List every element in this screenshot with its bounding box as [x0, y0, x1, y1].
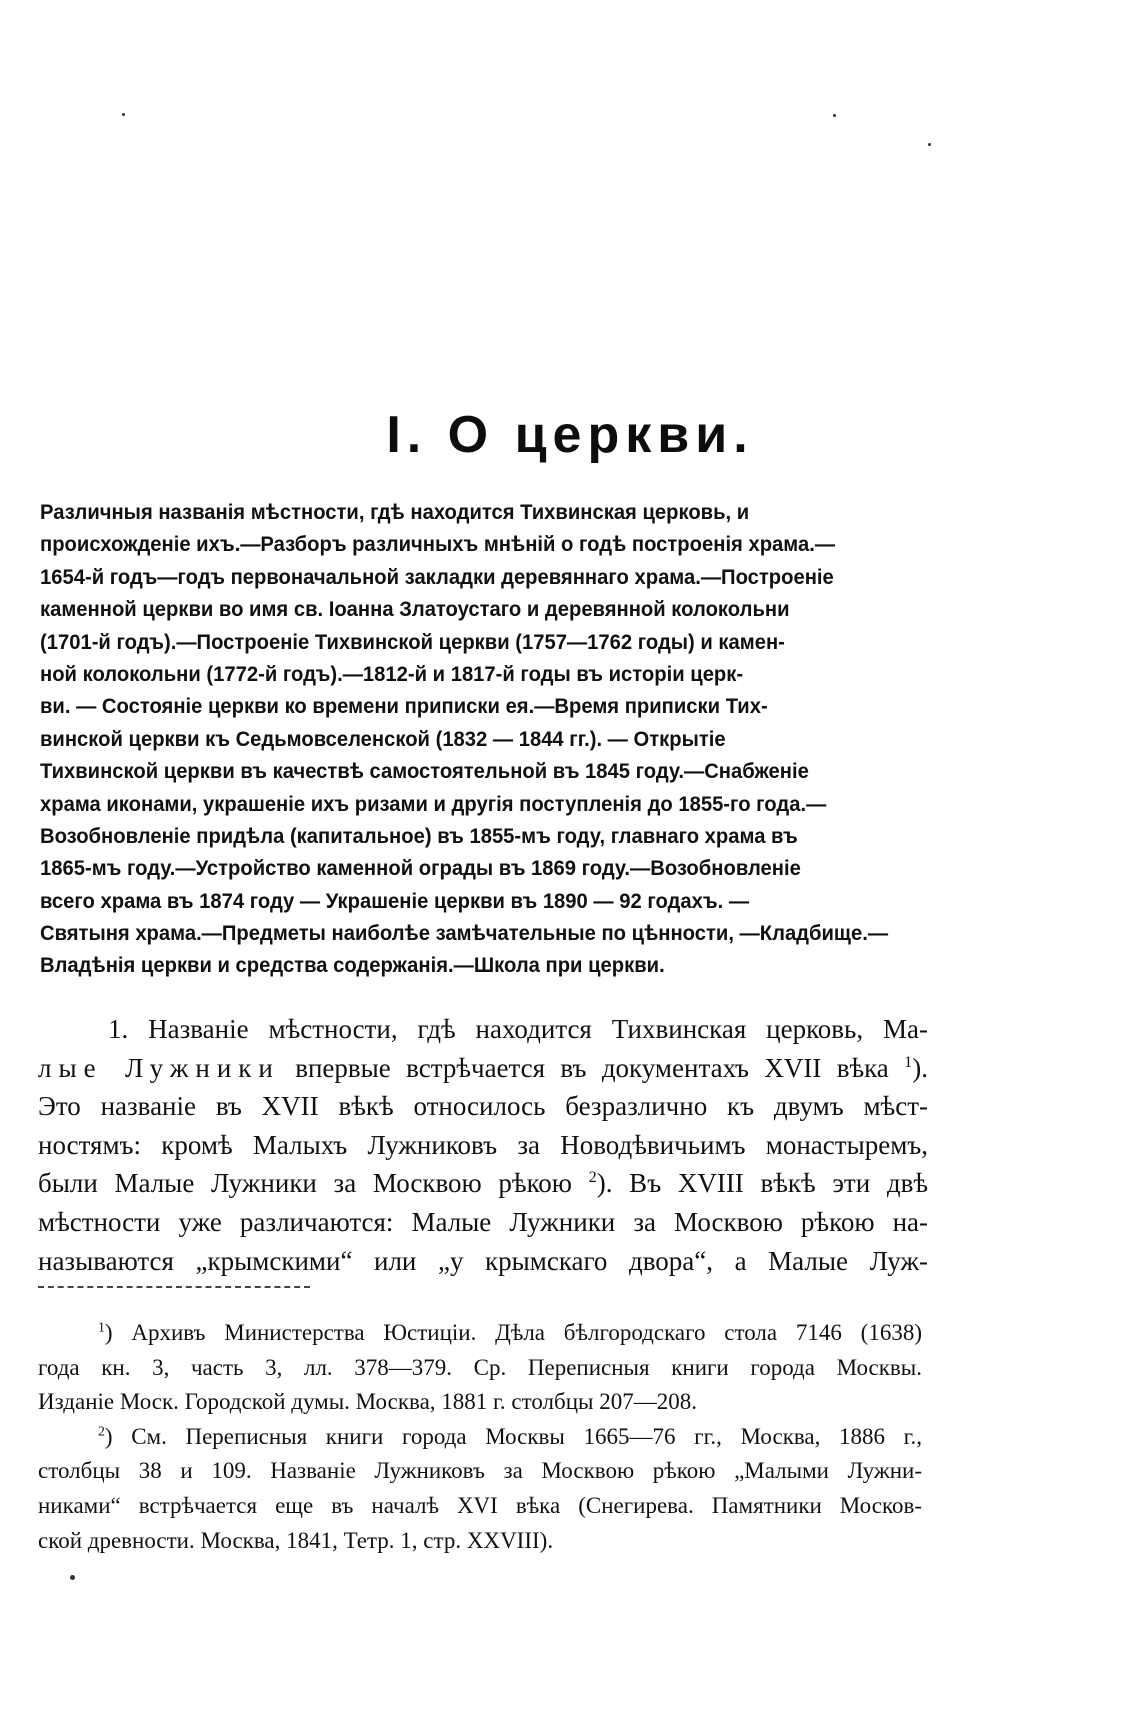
- body-paragraph: [38, 1010, 928, 1280]
- summary-line: 1865-мъ году.—Устройство каменной ограды въ 1869 году.—Возобновленіе: [40, 856, 801, 881]
- page-speck: [122, 113, 125, 116]
- footnote-line: [38, 1316, 922, 1351]
- footnote-text: ) Архивъ Министерства Юстиціи. Дѣла бѣлгородскаго стола 7146 (1638): [104, 1320, 922, 1345]
- summary-line: Владѣнія церкви и средства содержанія.—Школа при церкви.: [40, 953, 665, 978]
- footnote-ref[interactable]: 1: [904, 1052, 913, 1071]
- footnote-mark: 1: [98, 1319, 105, 1335]
- footnote-text: ) См. Переписныя книги города Москвы 1665—76 гг., Москва, 1886 г.,: [104, 1423, 922, 1449]
- summary-line: храма иконами, украшеніе ихъ ризами и другія поступленія до 1855-го года.—: [40, 791, 827, 816]
- body-line: [38, 1049, 928, 1088]
- chapter-title: I. О церкви.: [386, 406, 754, 464]
- page-speck: [833, 114, 836, 117]
- summary-line: Различныя названія мѣстности, гдѣ находится Тихвинская церковь, и: [40, 500, 750, 524]
- summary-line: каменной церкви во имя св. Іоанна Златоустаго и деревянной колокольни: [40, 597, 790, 622]
- footnote-ref[interactable]: 2: [588, 1168, 597, 1187]
- body-text-run: были Малые Лужники за Москвою рѣкою: [38, 1168, 572, 1199]
- footnote-line: столбцы 38 и 109. Названіе Лужниковъ за Москвою рѣкою „Малыми Лужни-: [38, 1458, 922, 1484]
- body-line: [38, 1164, 928, 1203]
- footnote-line: года кн. 3, часть 3, лл. 378—379. Ср. Переписныя книги города Москвы.: [38, 1354, 922, 1380]
- footnote-line: ской древности. Москва, 1841, Тетр. 1, стр. XXVIII).: [38, 1527, 554, 1553]
- summary-line: 1654-й годъ—годъ первоначальной закладки деревяннаго храма.—Построеніе: [40, 564, 834, 589]
- summary-line: Святыня храма.—Предметы наиболѣе замѣчательные по цѣнности, —Кладбище.—: [40, 921, 889, 946]
- page-speck: [928, 143, 931, 146]
- body-text-run: ).: [912, 1052, 928, 1083]
- body-line: ностямъ: кромѣ Малыхъ Лужниковъ за Новодѣвичьимъ монастыремъ,: [38, 1129, 928, 1160]
- summary-line: Возобновленіе придѣла (капитальное) въ 1855-мъ году, главнаго храма въ: [40, 823, 798, 848]
- summary-line: ной колокольни (1772-й годъ).—1812-й и 1817-й годы въ исторіи церк-: [40, 661, 744, 686]
- footnote-divider: [38, 1286, 310, 1288]
- body-line: Это названіе въ XVII вѣкѣ относилось безразлично къ двумъ мѣст-: [38, 1091, 928, 1122]
- summary-line: происхожденіе ихъ.—Разборъ различныхъ мнѣній о годѣ построенія храма.—: [40, 532, 836, 557]
- body-text-run: ). Въ XVIII вѣкѣ эти двѣ: [596, 1168, 928, 1199]
- body-line: 1. Названіе мѣстности, гдѣ находится Тихвинская церковь, Ма-: [108, 1014, 928, 1044]
- page-speck: [70, 1575, 75, 1580]
- summary-line: винской церкви къ Седьмовселенской (1832 — 1844 гг.). — Открытіе: [40, 726, 726, 751]
- body-line: мѣстности уже различаются: Малые Лужники за Москвою рѣкою на-: [38, 1206, 928, 1237]
- body-text-run: впервые встрѣчается въ документахъ XVII вѣка: [295, 1052, 889, 1083]
- footnote-line: [38, 1420, 922, 1455]
- footnotes: [38, 1316, 922, 1558]
- summary-line: Тихвинской церкви въ качествѣ самостоятельной въ 1845 году.—Снабженіе: [40, 759, 809, 784]
- place-name: лые Лужники: [38, 1052, 280, 1083]
- footnote-line: никами“ встрѣчается еще въ началѣ XVI вѣка (Снегирева. Памятники Москов-: [38, 1492, 922, 1518]
- summary-line: ви. — Состояніе церкви ко времени приписки ея.—Время приписки Тих-: [40, 694, 768, 719]
- footnote-mark: 2: [98, 1423, 105, 1439]
- summary-line: (1701-й годъ).—Построеніе Тихвинской церкви (1757—1762 годы) и камен-: [40, 629, 785, 654]
- chapter-summary: [40, 496, 889, 982]
- summary-line: всего храма въ 1874 году — Украшеніе церкви въ 1890 — 92 годахъ. —: [40, 888, 750, 913]
- body-line: называются „крымскими“ или „у крымскаго двора“, а Малые Луж-: [38, 1245, 928, 1276]
- footnote-line: Изданіе Моск. Городской думы. Москва, 1881 г. столбцы 207—208.: [38, 1389, 697, 1415]
